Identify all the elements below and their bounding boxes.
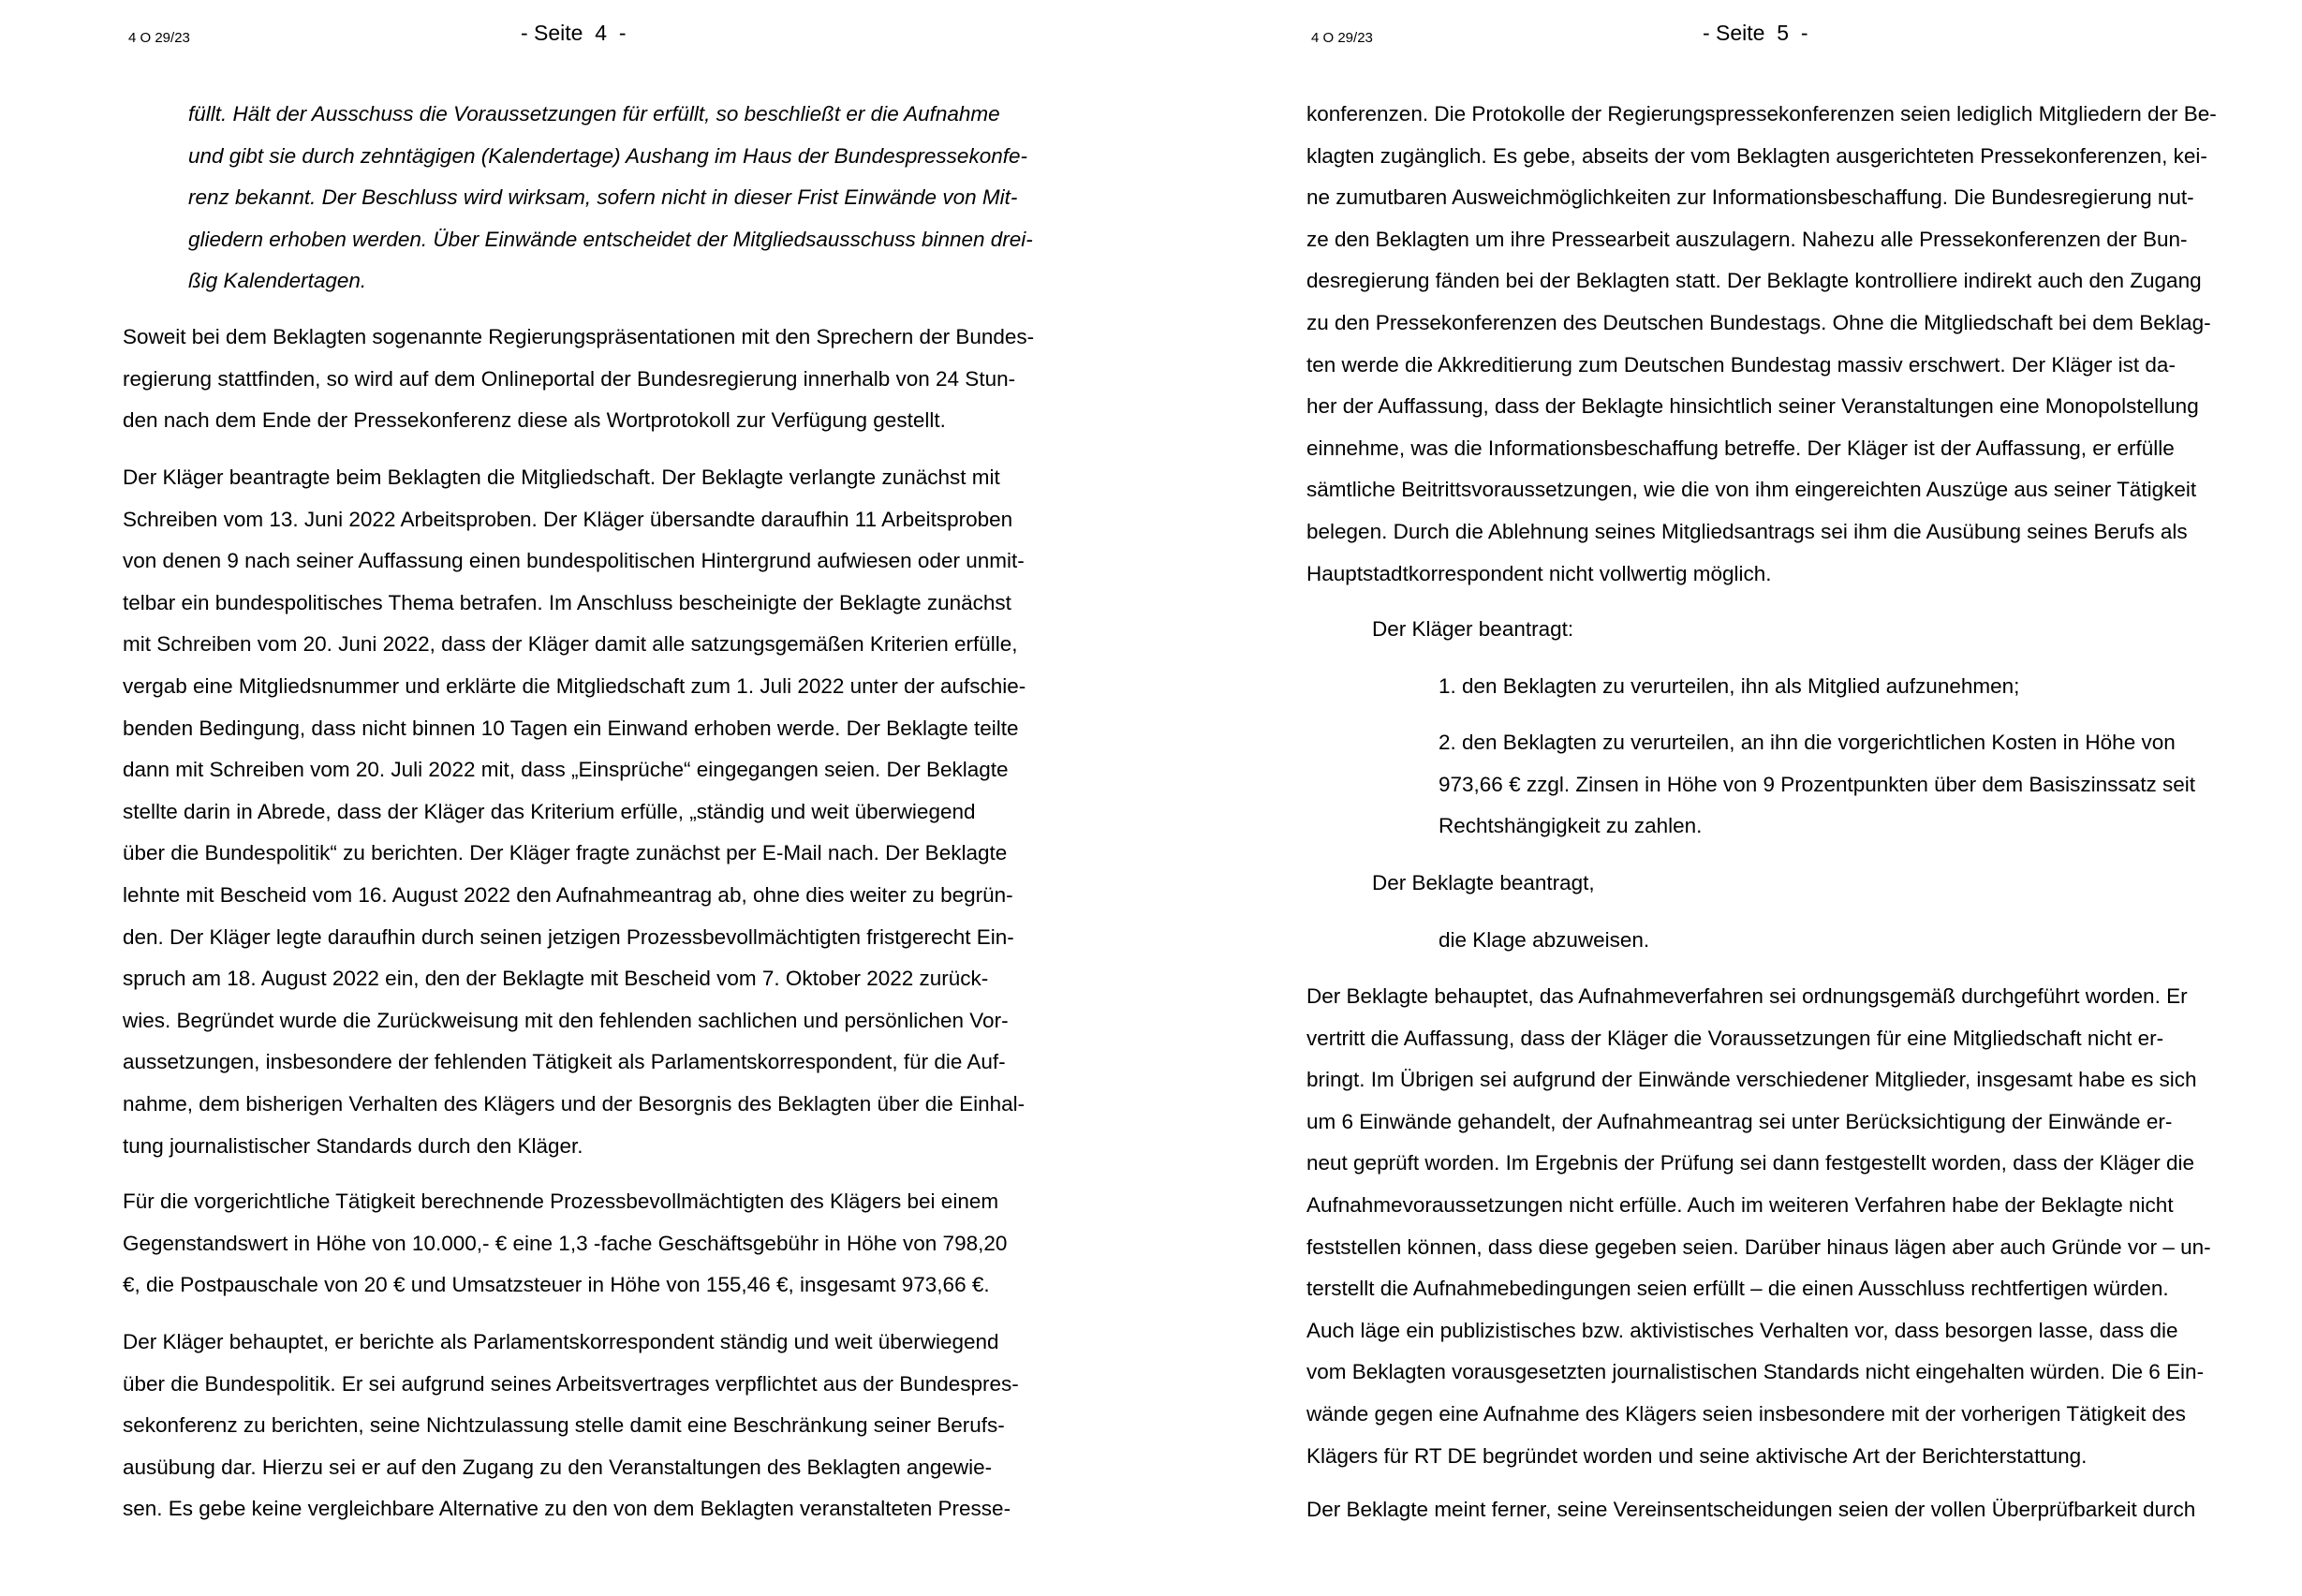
claim-item-2: 2. den Beklagten zu verurteilen, an ihn die vorgerichtlichen Kosten in Höhe von 973,66 € zzgl. Zinsen in Höhe von 9 Prozentpunkten über dem Basiszinssatz seit Rechtshängigkeit zu zahlen. [1439,731,2195,838]
case-number: 4 O 29/23 [128,30,190,46]
body-paragraph: konferenzen. Die Protokolle der Regierungspressekonferenzen seien lediglich Mitgliedern der Be- klagten zugänglich. Es gebe, abseits der vom Beklagten ausgerichteten Pressekonferenzen, kei- ne zumutbaren Ausweichmöglichkeiten zur Informationsbeschaffung. Die Bundesregierung nut- ze den Beklagten um ihre Pressearbeit auszulagern. Nahezu alle Pressekonferenzen der Bun- desregierung fänden bei der Beklagten statt. Der Beklagte kontrolliere indirekt auch den Zugang zu den Pressekonferenzen des Deutschen Bundestags. Ohne die Mitgliedschaft bei dem Beklag- ten werde die Akkreditierung zum Deutschen Bundestag massiv erschwert. Der Kläger ist da- her der Auffassung, dass der Beklagte hinsichtlich seiner Veranstaltungen eine Monopolstellung einnehme, was die Informationsbeschaffung betreffe. Der Kläger ist der Auffassung, er erfülle sämtliche Beitrittsvoraussetzungen, wie die von ihm eingereichten Auszüge aus seiner Tätigkeit belegen. Durch die Ablehnung seines Mitgliedsantrags sei ihm die Ausübung seines Berufs als Hauptstadtkorrespondent nicht vollwertig möglich. [1306,102,2217,585]
body-paragraph: Der Kläger behauptet, er berichte als Parlamentskorrespondent ständig und weit überwiegend über die Bundespolitik. Er sei aufgrund seines Arbeitsvertrages verpflichtet aus der Bundespres- sekonferenz zu berichten, seine Nichtzulassung stelle damit eine Beschränkung seiner Berufs- ausübung dar. Hierzu sei er auf den Zugang zu den Veranstaltungen des Beklagten angewie- sen. Es gebe keine vergleichbare Alternative zu den von dem Beklagten veranstalteten Presse- [123,1330,1019,1521]
defense-motion: die Klage abzuweisen. [1439,928,1650,952]
body-paragraph: Soweit bei dem Beklagten sogenannte Regierungspräsentationen mit den Sprechern der Bundes- regierung stattfinden, so wird auf dem Onlineportal der Bundesregierung innerhalb von 24 Stun- den nach dem Ende der Pressekonferenz diese als Wortprotokoll zur Verfügung gestellt. [123,325,1035,433]
page-number: - Seite 5 - [1703,21,1808,45]
quoted-statute-paragraph: füllt. Hält der Ausschuss die Voraussetzungen für erfüllt, so beschließt er die Aufnahme und gibt sie durch zehntägigen (Kalendertage) Aushang im Haus der Bundespressekonfe- renz bekannt. Der Beschluss wird wirksam, sofern nicht in dieser Frist Einwände von Mit- gliedern erhoben werden. Über Einwände entscheidet der Mitgliedsausschuss binnen drei- ßig Kalendertagen. [188,102,1033,293]
body-paragraph: Für die vorgerichtliche Tätigkeit berechnende Prozessbevollmächtigten des Klägers bei einem Gegenstandswert in Höhe von 10.000,- € eine 1,3 -fache Geschäftsgebühr in Höhe von 798,20 €, die Postpauschale von 20 € und Umsatzsteuer in Höhe von 155,46 €, insgesamt 973,66 €. [123,1190,1008,1297]
claim-item-1: 1. den Beklagten zu verurteilen, ihn als Mitglied aufzunehmen; [1439,674,2020,698]
document-page-5 [1151,0,2302,1596]
case-number: 4 O 29/23 [1311,30,1373,46]
body-paragraph: Der Beklagte behauptet, das Aufnahmeverfahren sei ordnungsgemäß durchgeführt worden. Er vertritt die Auffassung, dass der Kläger die Voraussetzungen für eine Mitgliedschaft nicht er- bringt. Im Übrigen sei aufgrund der Einwände verschiedener Mitglieder, insgesamt habe es sich um 6 Einwände gehandelt, der Aufnahmeantrag sei unter Berücksichtigung der Einwände er- neut geprüft worden. Im Ergebnis der Prüfung sei dann festgestellt worden, dass der Kläger die Aufnahmevoraussetzungen nicht erfülle. Auch im weiteren Verfahren habe der Beklagte nicht feststellen können, dass diese gegeben seien. Darüber hinaus lägen aber auch Gründe vor – un- terstellt die Aufnahmebedingungen seien erfüllt – die einen Ausschluss rechtfertigen würden. Auch läge ein publizistisches bzw. aktivistisches Verhalten vor, dass besorgen lasse, dass die vom Beklagten vorausgesetzten journalistischen Standards nicht eingehalten würden. Die 6 Ein- wände gegen eine Aufnahme des Klägers seien insbesondere mit der vorherigen Tätigkeit des Klägers für RT DE begründet worden und seine aktivische Art der Berichterstattung. [1306,984,2211,1468]
claim-intro: Der Kläger beantragt: [1372,617,1574,641]
page-number: - Seite 4 - [521,21,627,45]
body-paragraph: Der Kläger beantragte beim Beklagten die Mitgliedschaft. Der Beklagte verlangte zunächst mit Schreiben vom 13. Juni 2022 Arbeitsproben. Der Kläger übersandte daraufhin 11 Arbeitsproben von denen 9 nach seiner Auffassung einen bundespolitischen Hintergrund aufwiesen oder unmit- telbar ein bundespolitisches Thema betrafen. Im Anschluss bescheinigte der Beklagte zunächst mit Schreiben vom 20. Juni 2022, dass der Kläger damit alle satzungsgemäßen Kriterien erfülle, vergab eine Mitgliedsnummer und erklärte die Mitgliedschaft zum 1. Juli 2022 unter der aufschie- benden Bedingung, dass nicht binnen 10 Tagen ein Einwand erhoben werde. Der Beklagte teilte dann mit Schreiben vom 20. Juli 2022 mit, dass „Einsprüche“ eingegangen seien. Der Beklagte stellte darin in Abrede, dass der Kläger das Kriterium erfülle, „ständig und weit überwiegend über die Bundespolitik“ zu berichten. Der Kläger fragte zunächst per E-Mail nach. Der Beklagte lehnte mit Bescheid vom 16. August 2022 den Aufnahmeantrag ab, ohne dies weiter zu begrün- den. Der Kläger legte daraufhin durch seinen jetzigen Prozessbevollmächtigten fristgerecht Ein- spruch am 18. August 2022 ein, den der Beklagte mit Bescheid vom 7. Oktober 2022 zurück- wies. Begründet wurde die Zurückweisung mit den fehlenden sachlichen und persönlichen Vor- aussetzungen, insbesondere der fehlenden Tätigkeit als Parlamentskorrespondent, für die Auf- nahme, dem bisherigen Verhalten des Klägers und der Besorgnis des Beklagten über die Einhal- tung journalistischer Standards durch den Kläger. [123,466,1026,1158]
body-paragraph: Der Beklagte meint ferner, seine Vereinsentscheidungen seien der vollen Überprüfbarkeit durch [1306,1498,2196,1521]
defense-intro: Der Beklagte beantragt, [1372,871,1595,894]
